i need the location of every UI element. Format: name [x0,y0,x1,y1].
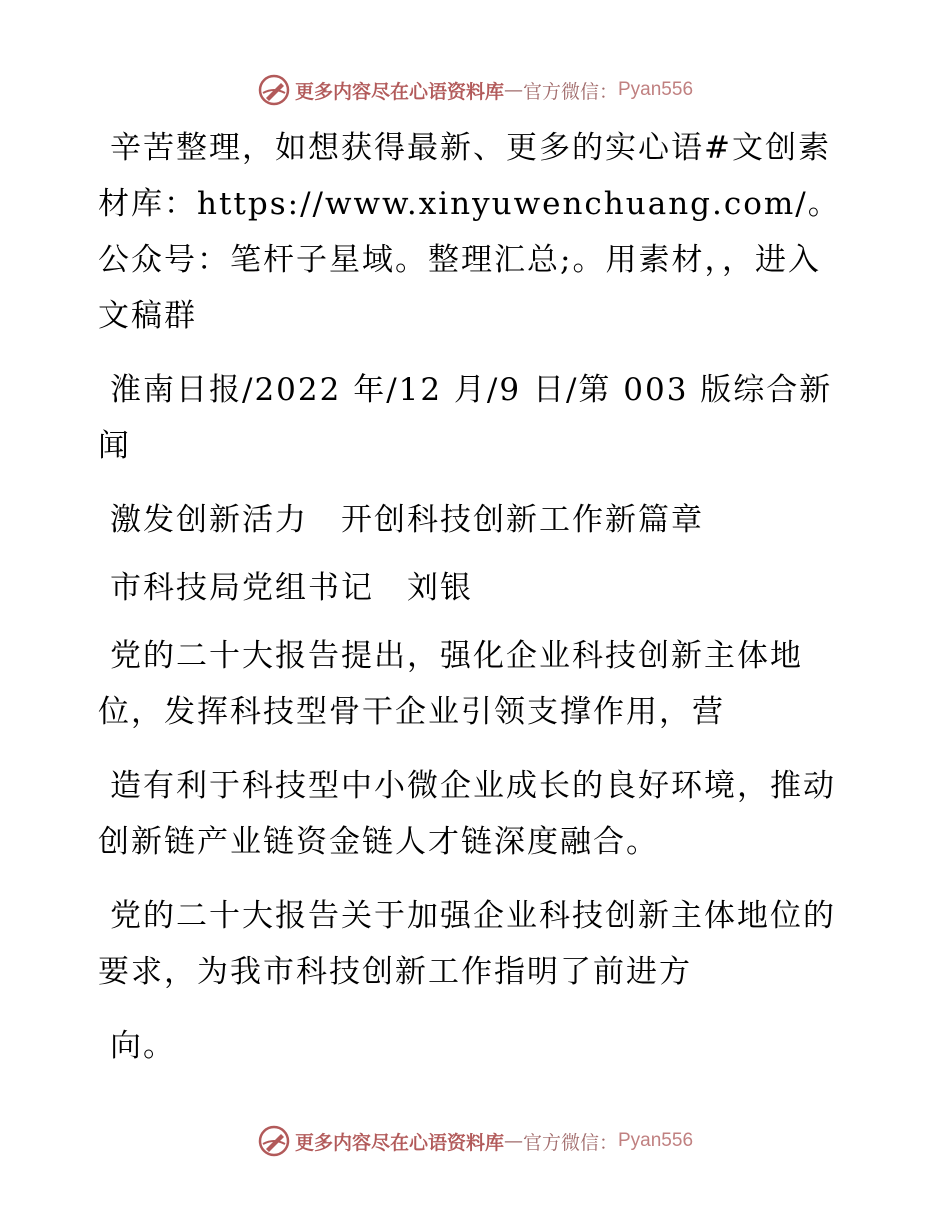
intro-paragraph: 辛苦整理，如想获得最新、更多的实心语#文创素材库：https://www.xinyuwenchuang.com/。公众号：笔杆子星域。整理汇总;。用素材，，进入文稿群 [98,130,841,334]
watermark-dash: — [503,1130,523,1152]
watermark-wechat-id: Pyan556 [618,79,694,100]
header-watermark [0,70,950,110]
watermark-dash: — [503,79,523,101]
body-paragraph: 党的二十大报告关于加强企业科技创新主体地位的要求，为我市科技创新工作指明了前进方 [98,898,836,990]
watermark-wechat-id: Pyan556 [618,1130,694,1151]
document-body [98,120,843,1092]
body-paragraph: 党的二十大报告提出，强化企业科技创新主体地位，发挥科技型骨干企业引领支撑作用，营 [98,638,803,730]
body-paragraph: 造有利于科技型中小微企业成长的良好环境，推动创新链产业链资金链人才链深度融合。 [98,768,836,860]
body-paragraph: 向。 [110,1028,176,1064]
footer-watermark [0,1121,950,1161]
article-author: 市科技局党组书记 刘银 [110,570,473,606]
source-line: 淮南日报/2022 年/12 月/9 日/第 003 版综合新闻 [98,372,833,464]
watermark-main-text: 更多内容尽在心语资料库 [294,80,504,103]
watermark-main-text: 更多内容尽在心语资料库 [294,1131,504,1154]
quill-logo-icon [257,73,291,107]
watermark-sub-text: 官方微信： [522,1131,618,1154]
quill-logo-icon [257,1124,291,1158]
watermark-sub-text: 官方微信： [522,80,618,103]
article-title: 激发创新活力 开创科技创新工作新篇章 [110,502,704,538]
